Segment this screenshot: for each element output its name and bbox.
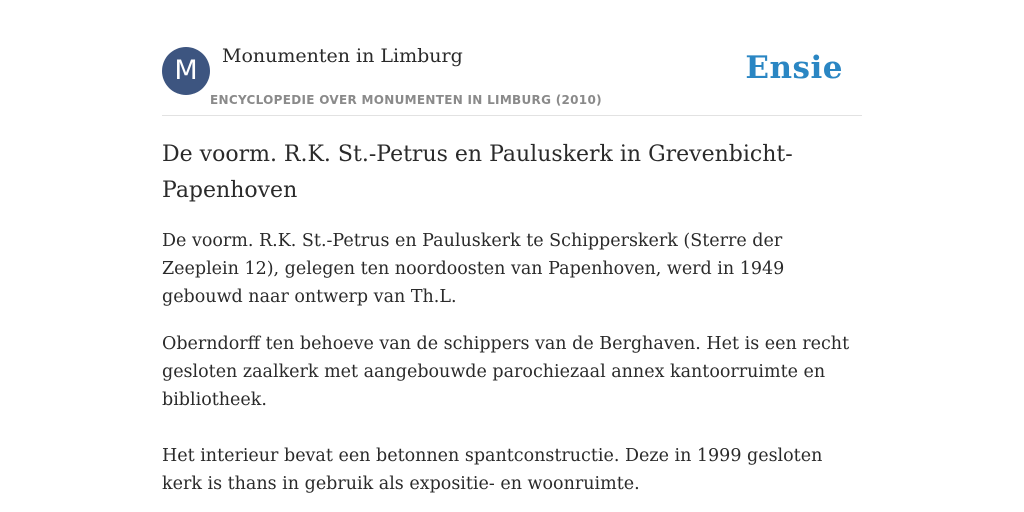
source-title[interactable]: Monumenten in Limburg bbox=[222, 45, 463, 67]
article-paragraph: Het interieur bevat een betonnen spantconstructie. Deze in 1999 gesloten kerk is thans in gebruik als expositie- en woonruimte. bbox=[162, 446, 823, 494]
ensie-logo[interactable]: Ensie bbox=[745, 50, 843, 86]
avatar: M bbox=[162, 47, 210, 95]
article-title: De voorm. R.K. St.-Petrus en Pauluskerk in Grevenbicht-Papenhoven bbox=[162, 142, 793, 203]
source-subtitle: ENCYCLOPEDIE OVER MONUMENTEN IN LIMBURG (2010) bbox=[210, 93, 602, 107]
article bbox=[162, 137, 862, 498]
header-divider bbox=[162, 115, 862, 116]
article-paragraph: Oberndorff ten behoeve van de schippers van de Berghaven. Het is een recht gesloten zaalkerk met aangebouwde parochiezaal annex kantoorruimte en bibliotheek. bbox=[162, 334, 850, 410]
article-paragraph: De voorm. R.K. St.-Petrus en Pauluskerk te Schipperskerk (Sterre der Zeeplein 12), gelegen ten noordoosten van Papenhoven, werd in 1949 gebouwd naar ontwerp van Th.L. bbox=[162, 231, 785, 307]
